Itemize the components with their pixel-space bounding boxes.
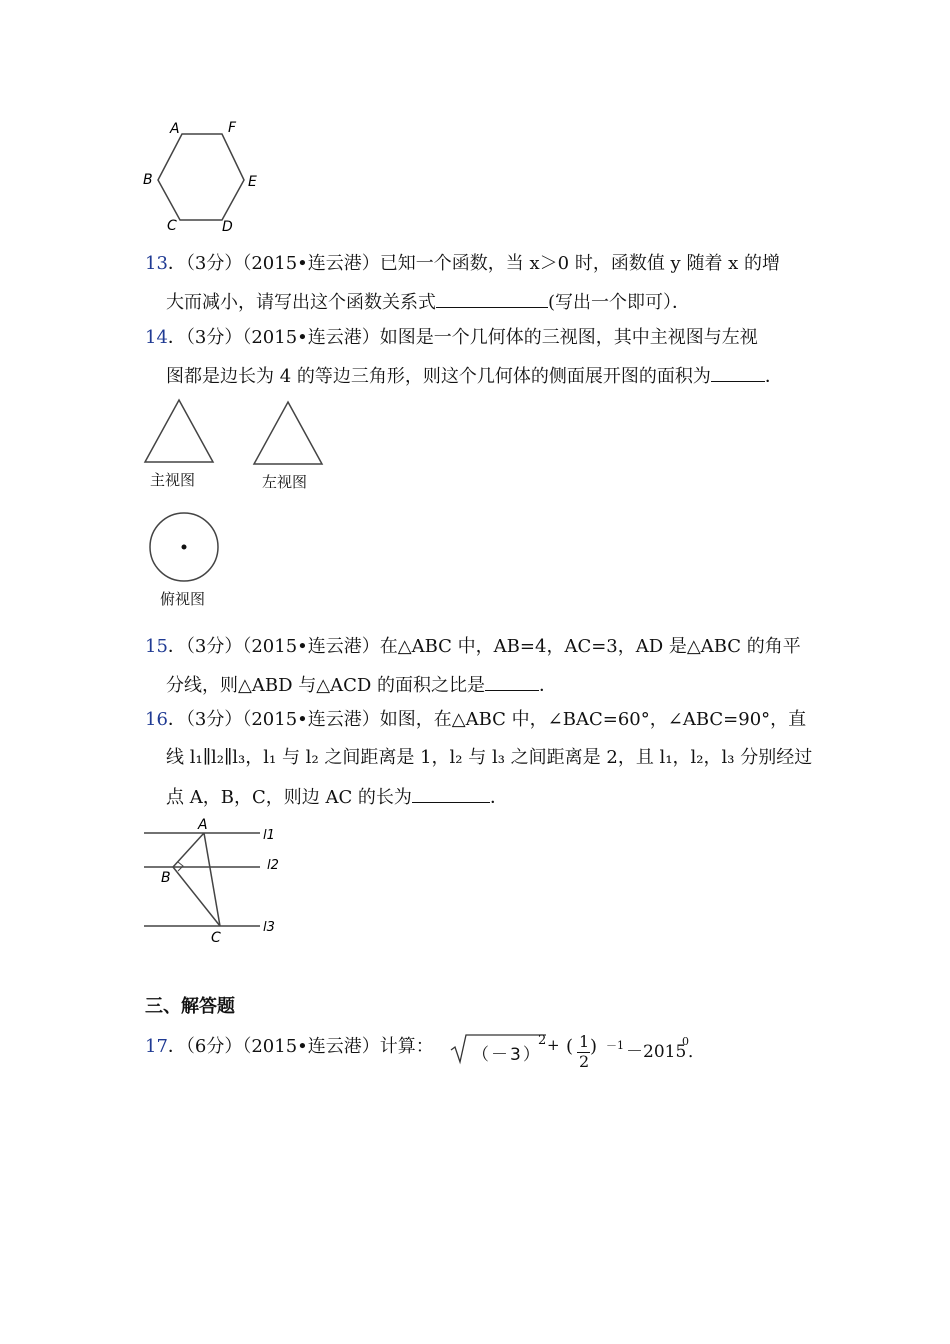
q17-exp0: 0: [682, 1035, 689, 1048]
q15-line1: 15．（3分）（2015•连云港）在△ABC 中，AB=4，AC=3，AD 是△ABC 的角平: [145, 636, 801, 657]
q13-line2: 大而减小，请写出这个函数关系式 (写出一个即可）．: [166, 289, 690, 315]
hex-label-c: C: [167, 218, 177, 234]
q17-line: 17．（6分）（2015•连云港）计算：: [145, 1036, 434, 1057]
fig-label-b: B: [161, 870, 171, 886]
q17-right-paren: ): [590, 1036, 598, 1057]
q17-frac-den: 2: [579, 1052, 590, 1071]
fig-label-a: A: [198, 817, 208, 833]
q15-answer-blank: [485, 672, 539, 691]
q17-radicand: （－3）: [472, 1045, 542, 1065]
q17-frac-num: 1: [579, 1032, 590, 1051]
q16-answer-blank: [412, 784, 490, 803]
q13-answer-blank: [436, 289, 548, 308]
q16-line1: 16．（3分）（2015•连云港）如图，在△ABC 中，∠BAC=60°，∠ABC=90°，直: [145, 709, 807, 730]
q17-exp-neg1: －1: [606, 1039, 624, 1052]
front-view-label: 主视图: [150, 471, 196, 489]
fig-label-l3: l3: [263, 920, 275, 935]
q16-line2: 线 l₁∥l₂∥l₃，l₁ 与 l₂ 之间距离是 1，l₂ 与 l₃ 之间距离是 2，且 l₁，l₂，l₃ 分别经过: [166, 747, 813, 768]
q13-number: 13: [145, 253, 168, 274]
fig-label-l2: l2: [267, 858, 279, 873]
q17-tail: －2015: [626, 1042, 687, 1062]
left-view-triangle: [251, 400, 325, 468]
hex-label-d: D: [222, 219, 233, 235]
q17-exp2: 2: [538, 1033, 547, 1048]
hex-label-e: E: [248, 174, 257, 190]
hex-label-a: A: [170, 121, 180, 137]
q15-number: 15: [145, 636, 168, 657]
section-heading: 三、解答题: [145, 996, 235, 1017]
q16-line3: 点 A，B，C，则边 AC 的长为 ．: [166, 784, 508, 810]
hex-label-b: B: [143, 172, 153, 188]
top-view-label: 俯视图: [160, 590, 206, 608]
hex-label-f: F: [228, 120, 237, 136]
q17-left-paren: (: [566, 1036, 574, 1057]
q13-line1: 13．（3分）（2015•连云港）已知一个函数，当 x＞0 时，函数值 y 随着 x 的增: [145, 253, 781, 274]
fig-label-l1: l1: [263, 828, 275, 843]
q17-number: 17: [145, 1036, 168, 1057]
q14-number: 14: [145, 327, 168, 348]
q14-line2: 图都是边长为 4 的等边三角形，则这个几何体的侧面展开图的面积为 ．: [166, 363, 783, 389]
q17-plus: +: [547, 1036, 560, 1054]
q15-line2: 分线，则△ABD 与△ACD 的面积之比是 ．: [166, 672, 557, 698]
fig-label-c: C: [211, 930, 221, 946]
q14-line1: 14．（3分）（2015•连云港）如图是一个几何体的三视图，其中主视图与左视: [145, 327, 758, 348]
top-view-circle: [146, 510, 222, 586]
hexagon-figure: [140, 118, 270, 238]
q14-answer-blank: [711, 363, 765, 382]
front-view-triangle: [142, 398, 216, 466]
left-view-label: 左视图: [262, 473, 308, 491]
q17-end: ．: [688, 1042, 705, 1062]
q16-number: 16: [145, 709, 168, 730]
parallel-lines-figure: [140, 815, 290, 950]
